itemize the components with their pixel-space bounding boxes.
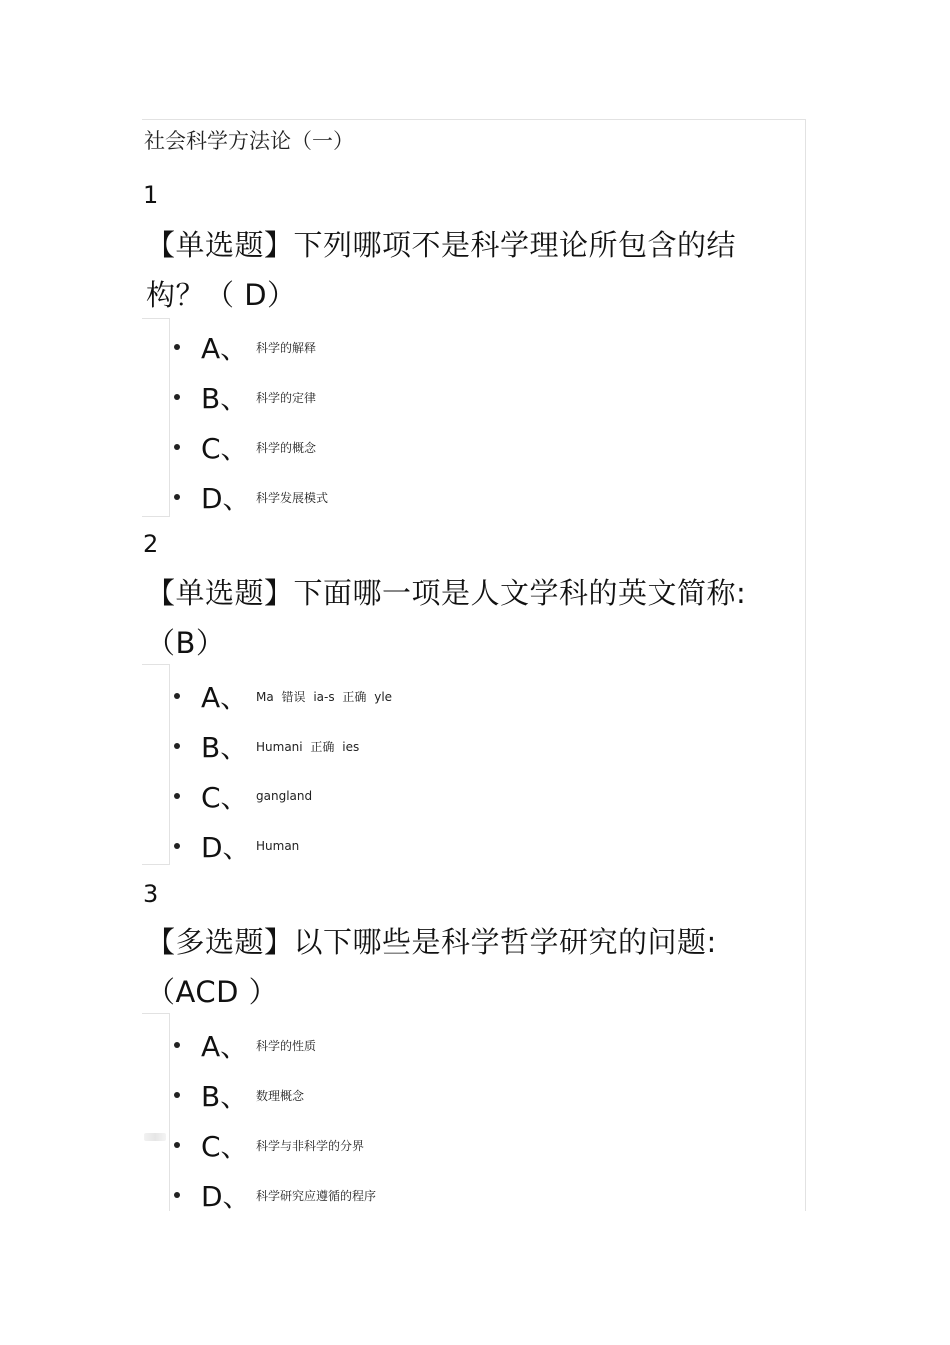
- question-text-line: 【单选题】下列哪项不是科学理论所包含的结: [146, 228, 737, 262]
- option-text: Human: [256, 839, 300, 853]
- question-text: [146, 917, 756, 1017]
- question-text-line: （B）: [146, 626, 226, 660]
- option-letter: B、: [201, 1080, 249, 1113]
- bullet-icon: [174, 494, 180, 500]
- question-text: [146, 568, 756, 668]
- question-number: 1: [143, 181, 159, 209]
- options-bracket: [142, 664, 170, 865]
- bullet-icon: [174, 344, 180, 350]
- option-letter: A、: [201, 1030, 249, 1063]
- option-d[interactable]: [174, 826, 299, 866]
- bullet-icon: [174, 1042, 180, 1048]
- option-letter: D、: [201, 831, 251, 864]
- option-letter: B、: [201, 382, 249, 415]
- bullet-icon: [174, 394, 180, 400]
- question-text-line: （ACD ）: [146, 975, 279, 1009]
- question-number: 2: [143, 530, 159, 558]
- option-text: 科学的性质: [256, 1038, 317, 1053]
- option-text: 科学与非科学的分界: [256, 1138, 365, 1153]
- option-d[interactable]: [174, 477, 328, 517]
- option-c[interactable]: [174, 776, 312, 816]
- option-a[interactable]: [174, 1025, 316, 1065]
- bullet-icon: [174, 1192, 180, 1198]
- option-b[interactable]: [174, 726, 359, 766]
- option-letter: A、: [201, 332, 249, 365]
- option-text: 科学的概念: [256, 440, 317, 455]
- option-letter: C、: [201, 1130, 249, 1163]
- option-d[interactable]: [174, 1175, 376, 1215]
- options-bracket: [142, 318, 170, 517]
- bullet-icon: [174, 444, 180, 450]
- bullet-icon: [174, 743, 180, 749]
- question-text-line: 构？（ D）: [146, 278, 297, 312]
- option-text: gangland: [256, 789, 313, 803]
- question-text-line: 【多选题】以下哪些是科学哲学研究的问题:: [146, 925, 717, 959]
- option-a[interactable]: [174, 676, 392, 716]
- question-text: [146, 220, 756, 320]
- option-b[interactable]: [174, 1075, 304, 1115]
- option-text: 科学发展模式: [256, 490, 329, 505]
- bullet-icon: [174, 843, 180, 849]
- option-b[interactable]: [174, 377, 316, 417]
- bullet-icon: [174, 1142, 180, 1148]
- document-title: 社会科学方法论（一）: [144, 129, 354, 153]
- option-text: Humani 正确 ies: [256, 739, 360, 754]
- option-text: Ma 错误 ia-s 正确 yle: [256, 689, 393, 704]
- option-a[interactable]: [174, 327, 316, 367]
- option-letter: C、: [201, 781, 249, 814]
- bullet-icon: [174, 1092, 180, 1098]
- option-text: 数理概念: [256, 1088, 305, 1103]
- scan-smudge: [144, 1133, 166, 1141]
- options-bracket: [142, 1013, 170, 1211]
- option-letter: D、: [201, 482, 251, 515]
- option-text: 科学的解释: [256, 340, 317, 355]
- option-text: 科学的定律: [256, 390, 317, 405]
- option-letter: A、: [201, 681, 249, 714]
- option-c[interactable]: [174, 427, 316, 467]
- question-number: 3: [143, 880, 159, 908]
- option-letter: C、: [201, 432, 249, 465]
- question-text-line: 【单选题】下面哪一项是人文学科的英文简称:: [146, 576, 747, 610]
- option-letter: D、: [201, 1180, 251, 1213]
- option-letter: B、: [201, 731, 249, 764]
- bullet-icon: [174, 693, 180, 699]
- bullet-icon: [174, 793, 180, 799]
- option-text: 科学研究应遵循的程序: [256, 1188, 377, 1203]
- option-c[interactable]: [174, 1125, 364, 1165]
